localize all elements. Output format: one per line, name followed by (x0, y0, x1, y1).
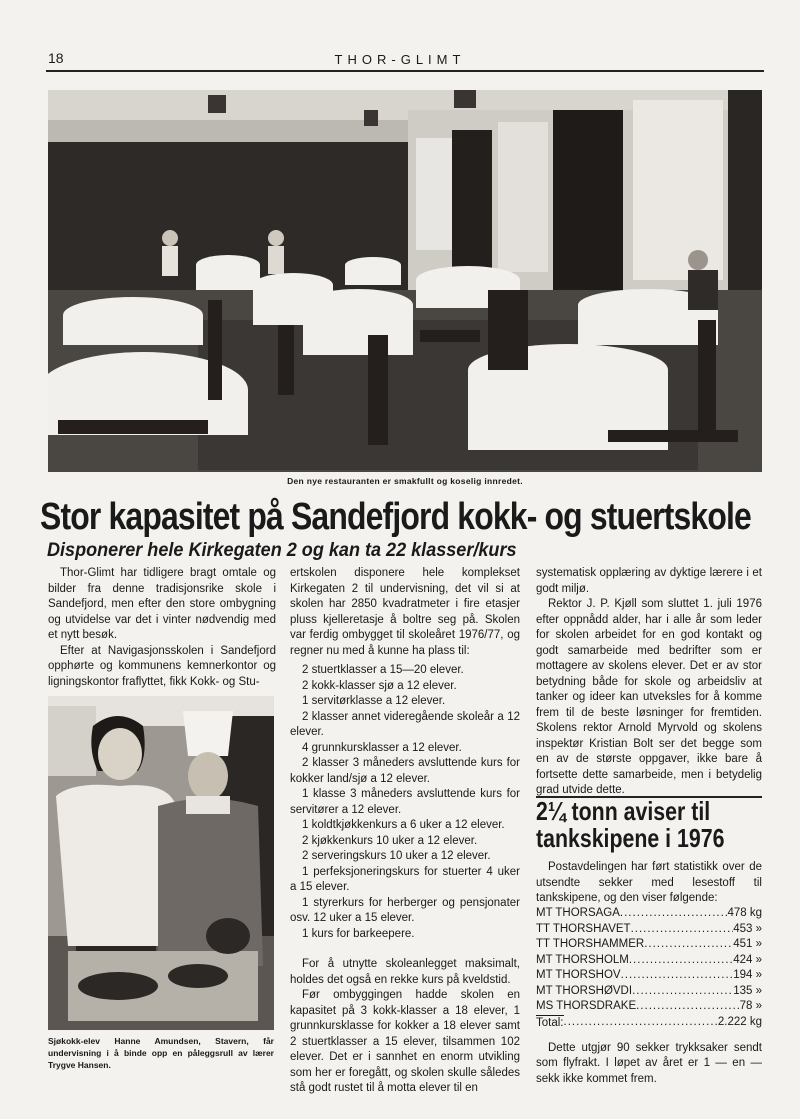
ship-row (536, 922, 762, 938)
class-item: 4 grunnkursklasser a 12 elever. (302, 741, 462, 754)
class-item: 2 kjøkkenkurs 10 uker a 12 elever. (302, 834, 478, 847)
paragraph: Thor-Glimt har tidligere bragt omtale og bilder fra denne tradisjonsrike skole i Sandefjord, men efter den store ombygning og utvidelse var det i vinter nødvendig med et nytt besøk. (48, 567, 276, 641)
class-item: 2 kokk-klasser sjø a 12 elever. (302, 679, 457, 692)
ship-tonnage-list (536, 906, 762, 1031)
restaurant-photo (48, 90, 762, 472)
class-item: 1 servitørklasse a 12 elever. (302, 695, 446, 707)
class-item: 1 perfeksjoneringskurs for stuerter 4 uker a 15 elever. (290, 865, 520, 893)
header-rule (46, 70, 764, 72)
ship-amount: 453 » (733, 922, 762, 935)
class-item: 2 klasser annet videregående skoleår a 12 elever. (290, 710, 520, 738)
class-item: 2 klasser 3 måneders avsluttende kurs for kokker land/sjø a 12 elever. (290, 757, 520, 785)
ship-name: MT THORSHOV (536, 969, 621, 981)
class-item: 1 klasse 3 måneders avsluttende kurs for servitører a 12 elever. (290, 788, 520, 816)
article-headline: Stor kapasitet på Sandefjord kokk- og stuertskole (40, 496, 751, 538)
article-subheadline: Disponerer hele Kirkegaten 2 og kan ta 22 klasser/kurs (47, 540, 517, 561)
cooking-class-caption: Sjøkokk-elev Hanne Amundsen, Stavern, får undervisning i å binde opp en påleggsrull av lærer Trygve Hansen. (48, 1036, 274, 1070)
restaurant-photo-caption: Den nye restauranten er smakfullt og koselig innredet. (287, 476, 523, 486)
ship-name: TT THORSHAVET (536, 922, 631, 935)
sidebar-title (536, 798, 757, 852)
paragraph: ertskolen disponere hele komplekset Kirkegaten 2 til undervisning, det vil si at skolen har 2850 kvadratmeter i fire etasjer pluss kjelleretasje å boltre seg på. Skolen var ferdig ombygget til skoleåret 1976/77, og regner nu med å kunne ha plass til: (290, 567, 520, 657)
article-column-2 (290, 566, 520, 1097)
ship-amount: 135 » (733, 984, 762, 997)
ship-amount: 478 kg (727, 907, 762, 919)
ship-name: MT THORSAGA (536, 907, 620, 919)
class-item: 2 serveringskurs 10 uker a 12 elever. (302, 850, 491, 862)
sidebar-intro: Postavdelingen har ført statistikk over de utsendte sekker med lesestoff til tankskipene, og den viser følgende: (536, 861, 762, 904)
sidebar-outro-block (536, 1029, 762, 1099)
class-item: 1 kurs for barkeepere. (302, 927, 415, 940)
page-number: 18 (48, 50, 64, 66)
ship-name: MT THORSHØVDI (536, 984, 633, 997)
ship-row (536, 953, 762, 969)
ship-amount: 78 » (739, 1000, 762, 1012)
ship-amount: 194 » (733, 969, 762, 981)
ship-row (536, 999, 762, 1015)
cooking-class-photo (48, 696, 274, 1030)
ship-amount: 451 » (733, 938, 762, 950)
sidebar-intro-block (536, 860, 762, 907)
sidebar-title-line-1: 2¼ tonn aviser til (536, 796, 711, 826)
paragraph: Før ombyggingen hadde skolen en kapasitet på 3 kokk-klasser a 18 elever, 1 grunnkursklasse for kokker a 18 elever samt 2 stuertklasser a 15 elever, tilsammen 102 elever. Det er i sannhet en enorm utvikling som her er foregått, og skolen skulle således stå godt rustet til å motta elever til en (290, 989, 520, 1094)
paragraph: Efter at Navigasjonsskolen i Sandefjord opphørte og kommunens kemnerkontor og ligningskontor fraflyttet, fikk Kokk- og Stu- (48, 644, 276, 688)
ship-row (536, 937, 762, 953)
ship-row (536, 906, 762, 922)
paragraph: For å utnytte skoleanlegget maksimalt, holdes det også en rekke kurs på kveldstid. (290, 958, 520, 986)
running-title: THOR-GLIMT (334, 52, 466, 67)
paragraph: systematisk opplæring av dyktige lærere i et godt miljø. (536, 567, 762, 595)
class-item: 1 koldtkjøkkenkurs a 6 uker a 12 elever. (302, 819, 505, 831)
article-column-1 (48, 566, 276, 690)
ship-name: TT THORSHAMMER (536, 938, 645, 950)
paragraph: Rektor J. P. Kjøll som sluttet 1. juli 1976 efter oppnådd alder, har i alle år som leder for skolen arbeidet for en god kontakt og godt samarbeide med bedrifter som er mottagere av skolens elever. Det er av stor betydning både for skole og arbeidsliv at tanker og ideer kan utveksles for å komme frem til de beste løsninger for fremtiden. Skolens rektor Arnold Myrvold og skolens inspektør Kristian Bolt ser det begge som en av de største oppgaver, ikke bare å fortsette dette samarbeide, men i betydelig grad utvide dette. (536, 598, 762, 796)
class-item: 1 styrerkurs for herberger og pensjonater osv. 12 uker a 15 elever. (290, 896, 520, 924)
total-amount: 2.222 kg (717, 1015, 762, 1028)
ship-row (536, 968, 762, 984)
ship-row (536, 984, 762, 1000)
total-label: Total: (536, 1015, 564, 1032)
sidebar-title-line-2: tankskipene i 1976 (536, 823, 725, 853)
ship-amount: 424 » (733, 953, 762, 966)
ship-name: MT THORSHOLM (536, 953, 629, 966)
ship-name: MS THORSDRAKE (536, 1000, 637, 1012)
article-column-3 (536, 566, 762, 799)
class-item: 2 stuertklasser a 15—20 elever. (302, 664, 464, 676)
sidebar-outro: Dette utgjør 90 sekker trykksaker sendt som flyfrakt. I løpet av året er 1 — en — sekk ikke kommet frem. (536, 1041, 762, 1085)
